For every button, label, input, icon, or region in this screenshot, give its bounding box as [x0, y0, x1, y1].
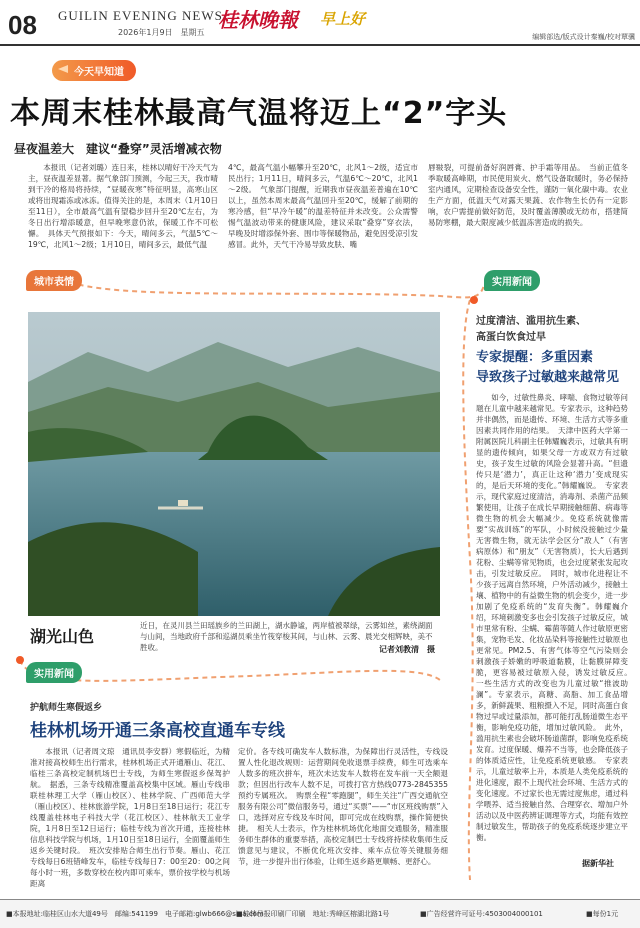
allergy-news-badge	[484, 270, 540, 291]
section-logo: 早上好	[320, 10, 366, 28]
section-tag-label: 今天早知道	[74, 67, 124, 78]
city-scene-badge	[26, 270, 82, 291]
airport-news-badge-label: 实用新闻	[34, 669, 74, 680]
airport-kicker: 护航师生寒假返乡	[30, 703, 103, 713]
allergy-title-2: 导致孩子过敏越来越常见	[476, 370, 620, 385]
allergy-kicker-2: 高蛋白饮食过早	[476, 332, 546, 343]
route-dot	[470, 296, 478, 304]
footer-printer: ■桂林日报印刷厂印刷 地址:秀峰区榕湖北路1号	[236, 910, 390, 918]
paper-name: GUILIN EVENING NEWS	[58, 8, 223, 23]
airport-news-badge	[26, 662, 82, 683]
allergy-news-badge-label: 实用新闻	[492, 277, 532, 288]
route-dot	[16, 656, 24, 664]
footer-address: ■本报地址:临桂区山水大道49号 邮编:541199 电子邮箱:glwb666@sina.com	[6, 910, 264, 918]
allergy-kicker-1: 过度清洁、滥用抗生素、	[476, 316, 586, 327]
weather-article-col2: 4℃，最高气温小幅攀升至20℃，北风1～2级，适宜市民出行；1月11日，晴间多云，气温6℃～20℃，北风1～2级。 气象部门提醒，近期我市昼夜温差普遍在10℃以上，虽然本周末最高气温回升至20℃，缓解了前期的寒冷感，但“早冷午暖”的温差特征并未改变。公众需警惕气温波动带来的健康风险，建议采取“叠穿”穿衣法，早晚及时增添保外套、围巾等保暖物品，避免因受凉引发感冒。此外，天气干冷易导致皮肤、嘴	[228, 163, 418, 249]
newspaper-logo: 桂林晚報	[218, 8, 298, 32]
allergy-source: 据新华社	[582, 859, 614, 868]
weather-article-col3: 唇皲裂，可提前备好润唇膏、护手霜等用品。 当前正值冬季取暖高峰期，市民使用炭火、燃气设备取暖时，务必保持室内通风，定期检查设备安全性，谨防一氧化碳中毒。农业生产方面，低温天气对露天果蔬、农作物生长仍有一定影响，农户需提前做好防范，及时覆盖薄膜或无纺布，搭建简易防寒棚，最大限度减少低温冻害造成的损失。	[428, 163, 628, 227]
weather-article-col1: 本报讯（记者刘璐）连日来，桂林以晴好干冷天气为主，昼夜温差显著。据气象部门预测，今起三天，我市晴到干冷的格局将持续，“昼暖夜寒”特征明显，高寒山区或将出现霜冻或冰冻。值得关注的是，本周末（1月10日至11日），全市最高气温有望稳步回升至20℃左右，为冬日出行增添暖意，但早晚寒意仍浓，保暖工作不可松懈。 具体天气预报如下：今天，晴间多云，气温5℃～19℃，北风1～2级；1月10日，晴间多云，最低气温	[28, 163, 218, 249]
page-footer	[0, 899, 640, 928]
city-scene-badge-label: 城市表情	[34, 277, 74, 288]
issue-date: 2026年1月9日 星期五	[118, 28, 205, 37]
footer-price: ■每份1元	[586, 910, 619, 918]
footer-license: ■广告经营许可证号:4503004000101	[420, 910, 543, 918]
page-number: 08	[8, 10, 37, 40]
airport-article-col1: 本报讯（记者周文琼 通讯员李安群）寒假临近，为精准对接高校师生出行需求，桂林机场正式开通雁山、花江、临桂三条高校定制机场巴士专线，为师生寒假返乡保驾护航。 据悉，三条专线精准覆盖高校集中区域。雁山专线串联桂林理工大学（雁山校区）、桂林学院、广西师范大学（雁山校区）、桂林旅游学院，1月8日至18日运行；花江专线覆盖桂林电子科技大学（花江校区）、桂林航天工业学院，1月8日至12日运行；临桂专线为首次开通，连接桂林信息科技学院与机场，1月10日至18日运行，全面覆盖师生返乡关键时段。 班次安排贴合师生出行节奏。雁山、花江专线每日6班错峰发车，临桂专线每日7：00至20：00之间每小时一班，多数穿校在校内即可乘车，票价按学校与机场距离	[30, 747, 230, 888]
lake-landscape-image	[28, 312, 440, 616]
lake-photo	[28, 312, 440, 616]
editor-credits: 编辑部选/版式设计秦巍/校对覃骥	[532, 33, 635, 41]
allergy-title-1: 专家提醒：多重因素	[476, 350, 594, 365]
airport-article-col2: 定价。各专线可确发车人数标准，为保障出行灵活性，专线设置人性化退改规则：运营期间免收退票手续费，师生可选乘车人数多的班次拼车，班次未达发车人数将在发车前一天全额退款；但因出行改车人数不足，可拨打官方热线0773-2845355预约专属班次。 购票全程“零跑腿”，师生关注“广西交通航空服务有限公司”微信服务号，通过“买票”——“市区班线购票”入口，选择对应专线及车时间，即可完成在线购票，操作简便快捷。 相关人士表示，作为桂林机场优化地面交通服务，精准服务师生群体的重要举措，高校定制巴士专线将持续收集师生反馈意见与建议，不断优化班次安排、乘车点位等关键服务细节，进一步提升出行体验，让师生返乡路更顺畅、更舒心。	[238, 747, 448, 866]
photo-caption	[140, 620, 435, 655]
photo-credit: 记者刘教清 摄	[379, 645, 435, 654]
airport-title: 桂林机场开通三条高校直通车专线	[30, 721, 285, 741]
sub-headline: 昼夜温差大 建议“叠穿”灵活增减衣物	[14, 142, 222, 156]
allergy-article-body: 如今，过敏性鼻炎、哮喘、食物过敏等问题在儿童中越来越常见。专家表示，这种趋势并非偶然，而是遗传、环境、生活方式等多重因素共同作用的结果。 天津中医药大学第一附属医院儿科副主任韩耀巍表示，过敏具有明显的遗传倾向，如果父母一方或双方有过敏史，孩子发生过敏的风险会显著升高。“但遗传只是‘潜力’，真正让这种‘潜力’变成现实的，是后天环境的变化。”韩耀巍说。 专家表示，现代家庭过度清洁，消毒剂、杀菌产品频繁使用，让孩子在成长早期接触细菌、病毒等微生物的机会大幅减少。免疫系统就像需要“实战训练”的军队，小时候没接触过少量无害微生物，就无法学会区分“敌人”（有害病原体）和“朋友”（无害物质），长大后遇到花粉、尘螨等常见物质，也会过度紧张发起攻击，引发过敏反应。 同时，城市化进程让不少孩子远离自然环境，户外活动减少，接触土壤、植物中的有益微生物的机会变少，进一步加剧了免疫系统的“发育失衡”。韩耀巍介绍，环境刺激变多也会引发孩子过敏反应，城市里常有粉、尘螨、霉菌等随人作过敏原更密集，宠物毛发、化妆品染料等接触性过敏原也更常见。PM2.5、有害气体等空气污染则会刺激孩子娇嫩的呼吸道黏膜，让黏膜屏障变脆，更容易被过敏原入侵，诱发过敏反应。 一些生活方式的改变也为儿童过敏“推波助澜”。专家表示，高糖、高脂、加工食品增多，新鲜蔬果、粗粮摄入不足，同时高蛋白食物过早或过量添加，都可能打乱肠道微生态平衡，影响免疫功能，增加过敏风险。 此外，滥用抗生素也会破坏肠道菌群，影响免疫系统发育。过度保暖、爆养不当等，也会降低孩子的体质适应性，让免疫系统更敏感。 专家表示，儿童过敏率上升，本质是人类免疫系统的进化速度，跟不上现代社会环境、生活方式的变化速度。不过家长也无需过度焦虑，通过科学喂养、适当接触自然、合理穿衣、增加户外活动以及中医药辨证调理等方式，均能有效控制过敏发生，帮助孩子的免疫系统逐步建立平衡。	[476, 393, 636, 842]
photo-title: 湖光山色	[30, 627, 95, 646]
photo-caption-text: 近日，在灵川县兰田瑶族乡的兰田湖上，湖水静谧，两岸植被翠绿，云雾如丝，素绕湖面与山间，当地政府千部和巡湖员乘坐竹筏穿梭其间，与山林、云雾、晨光交相辉映，美不胜收。	[140, 621, 433, 652]
main-headline: 本周末桂林最高气温将迈上“2”字头	[10, 96, 508, 131]
